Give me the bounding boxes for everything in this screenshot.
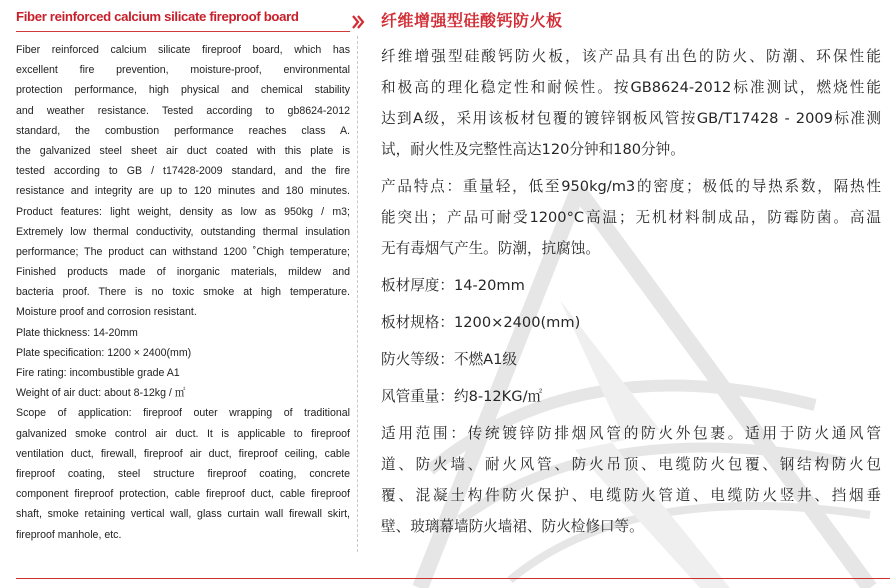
english-line: excellent fire prevention, moisture-proof, environmental: [16, 64, 350, 77]
english-line: tested according to GB / t17428-2009 standard, and the fire: [16, 165, 350, 178]
english-line: galvanized smoke control air duct. It is applicable to fireproof: [16, 427, 350, 440]
english-line: Product features: light weight, density as low as 950kg / m3;: [16, 205, 350, 218]
chinese-paragraph: [381, 41, 881, 165]
chinese-title: 纤维增强型硅酸钙防火板: [381, 11, 563, 30]
english-title: Fiber reinforced calcium silicate fireproof board: [16, 9, 299, 24]
chinese-line: 适用范围：传统镀锌防排烟风管的防火外包裹。适用于防火通风管: [381, 425, 881, 442]
column-divider: [357, 36, 358, 552]
double-chevron-right-icon: [351, 14, 365, 30]
chinese-body: [381, 41, 881, 542]
english-line: Plate specification: 1200 × 2400(mm): [16, 346, 192, 359]
english-line: shaft, smoke retaining vertical wall, glass curtain wall firewall skirt,: [16, 508, 350, 521]
chinese-line: 纤维增强型硅酸钙防火板，该产品具有出色的防火、防潮、环保性能: [381, 48, 881, 65]
english-line: Finished products made of inorganic materials, mildew and: [16, 266, 350, 279]
chinese-paragraph: [381, 381, 881, 412]
english-line: protection performance, high physical and chemical stability: [16, 84, 350, 97]
chinese-line: 试，耐火性及完整性高达120分钟和180分钟。: [381, 141, 685, 158]
chinese-line: 和极高的理化稳定性和耐候性。按GB8624-2012标准测试，燃烧性能: [381, 79, 881, 96]
english-line: performance; The product can withstand 1200 ˚Chigh temperature;: [16, 245, 350, 258]
chinese-paragraph: [381, 418, 881, 542]
chinese-line: 板材规格：1200×2400(mm): [381, 314, 581, 331]
chinese-line: 道、防火墙、耐火风管、防火吊顶、电缆防火包覆、钢结构防火包: [381, 456, 881, 473]
bottom-rule: [16, 578, 890, 579]
english-line: the galvanized steel sheet air duct coated with this plate is: [16, 144, 350, 157]
english-line: Fiber reinforced calcium silicate fireproof board, which has: [16, 44, 350, 56]
english-body: [16, 40, 350, 545]
chinese-line: 产品特点：重量轻，低至950kg/m3的密度；极低的导热系数，隔热性: [381, 178, 881, 195]
english-line: ventilation duct, firewall, fireproof air duct, fireproof ceiling, cable: [16, 447, 350, 460]
chinese-paragraph: [381, 307, 881, 338]
english-line: Weight of air duct: about 8-12kg / ㎡: [16, 387, 186, 400]
chinese-line: 能突出；产品可耐受1200°C高温；无机材料制成品，防霉防菌。高温: [381, 209, 881, 226]
english-line: fireproof coating, steel structure fireproof coating, concrete: [16, 467, 350, 480]
chinese-description-panel: [381, 10, 881, 542]
english-description-panel: [16, 8, 350, 545]
english-line: component fireproof protection, cable fireproof duct, cable fireproof: [16, 488, 350, 501]
english-line: Extremely low thermal conductivity, outstanding thermal insulation: [16, 225, 350, 238]
english-line: Scope of application: fireproof outer wrapping of traditional: [16, 407, 350, 420]
chinese-line: 达到A级，采用该板材包覆的镀锌钢板风管按GB/T17428 - 2009标准测: [381, 110, 881, 127]
title-underline: [16, 31, 350, 32]
english-line: standard, the combustion performance reaches class A.: [16, 124, 350, 137]
chinese-line: 防火等级：不燃A1级: [381, 351, 518, 368]
english-line: Moisture proof and corrosion resistant.: [16, 306, 197, 319]
chinese-paragraph: [381, 344, 881, 375]
english-line: resistance and integrity are up to 120 minutes and 180 minutes.: [16, 185, 350, 198]
chinese-paragraph: [381, 270, 881, 301]
english-line: and weather resistance. Tested according to gb8624-2012: [16, 104, 350, 117]
english-line: Plate thickness: 14-20mm: [16, 326, 138, 339]
chinese-line: 覆、混凝土构件防火保护、电缆防火管道、电缆防火竖井、挡烟垂: [381, 487, 881, 504]
english-line: Fire rating: incombustible grade A1: [16, 367, 180, 379]
english-line: bacteria proof. There is no toxic smoke at high temperature.: [16, 286, 350, 299]
chinese-line: 无有毒烟气产生。防潮，抗腐蚀。: [381, 240, 600, 257]
english-line: fireproof manhole, etc.: [16, 528, 122, 541]
chinese-line: 风管重量：约8-12KG/㎡: [381, 388, 543, 405]
chinese-line: 壁、玻璃幕墙防火墙裙、防火检修口等。: [381, 518, 644, 535]
chinese-line: 板材厚度：14-20mm: [381, 277, 525, 294]
chinese-paragraph: [381, 171, 881, 264]
